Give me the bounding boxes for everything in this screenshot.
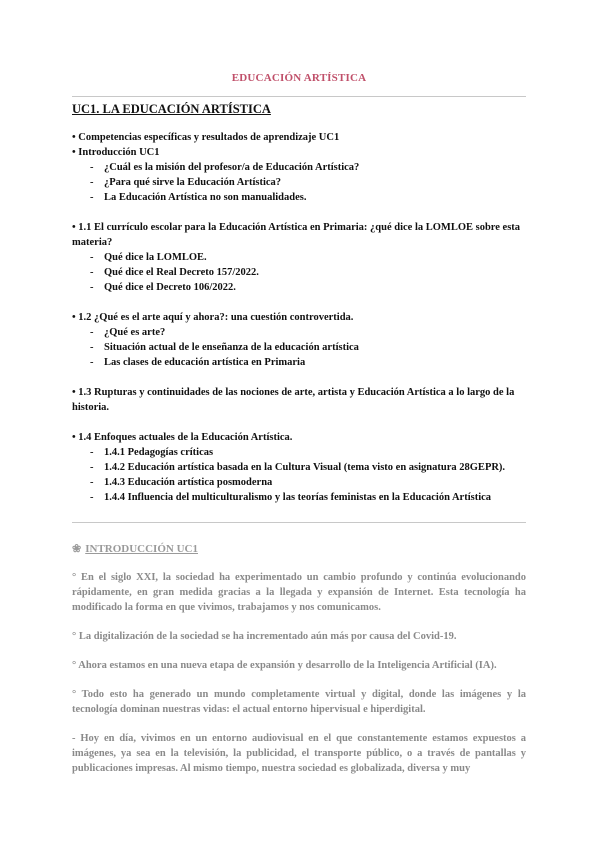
outline-subitem-text: 1.4.2 Educación artística basada en la Cultura Visual (tema visto en asignatura 28GEPR). [104,462,506,473]
outline-section-title: • Introducción UC1 [72,147,160,158]
outline-subitem-text: ¿Qué es arte? [104,327,166,338]
document-title: EDUCACIÓN ARTÍSTICA [231,72,367,84]
dash-bullet: - [90,342,94,353]
outline-subitem [72,190,526,205]
dash-bullet: - [90,462,94,473]
outline-subitem [72,490,526,505]
outline-subitem-text: 1.4.4 Influencia del multiculturalismo y las teorías feministas en la Educación Artística [104,492,492,503]
outline-subitem [72,250,526,265]
intro-paragraphs [72,570,526,790]
outline-subitem-text: Qué dice el Decreto 106/2022. [104,282,236,293]
dash-bullet: - [90,282,94,293]
outline-section-title: • 1.1 El currículo escolar para la Educación Artística en Primaria: ¿qué dice la LOMLOE sobre esta materia? [72,222,521,248]
spacer [72,205,526,220]
outline-subitem [72,160,526,175]
dash-bullet: - [90,357,94,368]
spacer [72,415,526,430]
intro-heading-text: INTRODUCCIÓN UC1 [85,543,198,555]
dash-bullet: - [90,327,94,338]
dash-bullet: - [90,252,94,263]
intro-paragraph: ° Todo esto ha generado un mundo completamente virtual y digital, donde las imágenes y la tecnología dominan nuestras vidas: el actual entorno hipervisual e hiperdigital. [72,689,526,715]
outline-subitem [72,460,526,475]
dash-bullet: - [90,447,94,458]
outline-subitem [72,265,526,280]
spacer [72,370,526,385]
unit-outline [72,130,526,505]
flower-icon: ❀ [72,543,82,555]
outline-subitem [72,325,526,340]
dash-bullet: - [90,477,94,488]
divider [72,522,526,523]
outline-subitem-text: ¿Cuál es la misión del profesor/a de Educación Artística? [104,162,360,173]
outline-subitem [72,355,526,370]
outline-subitem [72,475,526,490]
outline-subitem [72,280,526,295]
outline-subitem-text: Situación actual de le enseñanza de la educación artística [104,342,359,353]
intro-paragraph: ° La digitalización de la sociedad se ha incrementado aún más por causa del Covid-19. [72,631,457,642]
outline-subitem-text: Qué dice la LOMLOE. [104,252,207,263]
outline-subitem-text: La Educación Artística no son manualidades. [104,192,307,203]
divider [72,96,526,97]
dash-bullet: - [90,267,94,278]
dash-bullet: - [90,177,94,188]
outline-subitem-text: ¿Para qué sirve la Educación Artística? [104,177,282,188]
outline-subitem-text: Las clases de educación artística en Primaria [104,357,306,368]
outline-subitem-text: 1.4.3 Educación artística posmoderna [104,477,273,488]
dash-bullet: - [90,492,94,503]
dash-bullet: - [90,162,94,173]
outline-subitem-text: 1.4.1 Pedagogías críticas [104,447,214,458]
outline-subitem [72,445,526,460]
outline-section-title: • 1.3 Rupturas y continuidades de las nociones de arte, artista y Educación Artística a lo largo de la historia. [72,387,515,413]
outline-subitem [72,340,526,355]
outline-section-title: • 1.2 ¿Qué es el arte aquí y ahora?: una cuestión controvertida. [72,312,354,323]
dash-bullet: - [90,192,94,203]
intro-paragraph: ° En el siglo XXI, la sociedad ha experimentado un cambio profundo y continúa evolucionando rápidamente, en gran medida gracias a la llegada y expansión de Internet. Esta tecnología ha modificado la forma en que vivimos, trabajamos y nos comunicamos. [72,572,526,613]
outline-subitem-text: Qué dice el Real Decreto 157/2022. [104,267,259,278]
intro-paragraph: ° Ahora estamos en una nueva etapa de expansión y desarrollo de la Inteligencia Artificial (IA). [72,660,497,671]
spacer [72,295,526,310]
unit-title: UC1. LA EDUCACIÓN ARTÍSTICA [72,102,271,116]
outline-subitem [72,175,526,190]
intro-heading [72,542,198,555]
outline-section-title: • 1.4 Enfoques actuales de la Educación Artística. [72,432,293,443]
outline-section-title: • Competencias específicas y resultados de aprendizaje UC1 [72,132,340,143]
intro-paragraph: - Hoy en día, vivimos en un entorno audiovisual en el que constantemente estamos expuestos a imágenes, ya sea en la televisión, la publicidad, el transporte público, o a través de pantallas y publicaciones impresas. Al mismo tiempo, nuestra sociedad es globalizada, diversa y muy [72,733,526,774]
